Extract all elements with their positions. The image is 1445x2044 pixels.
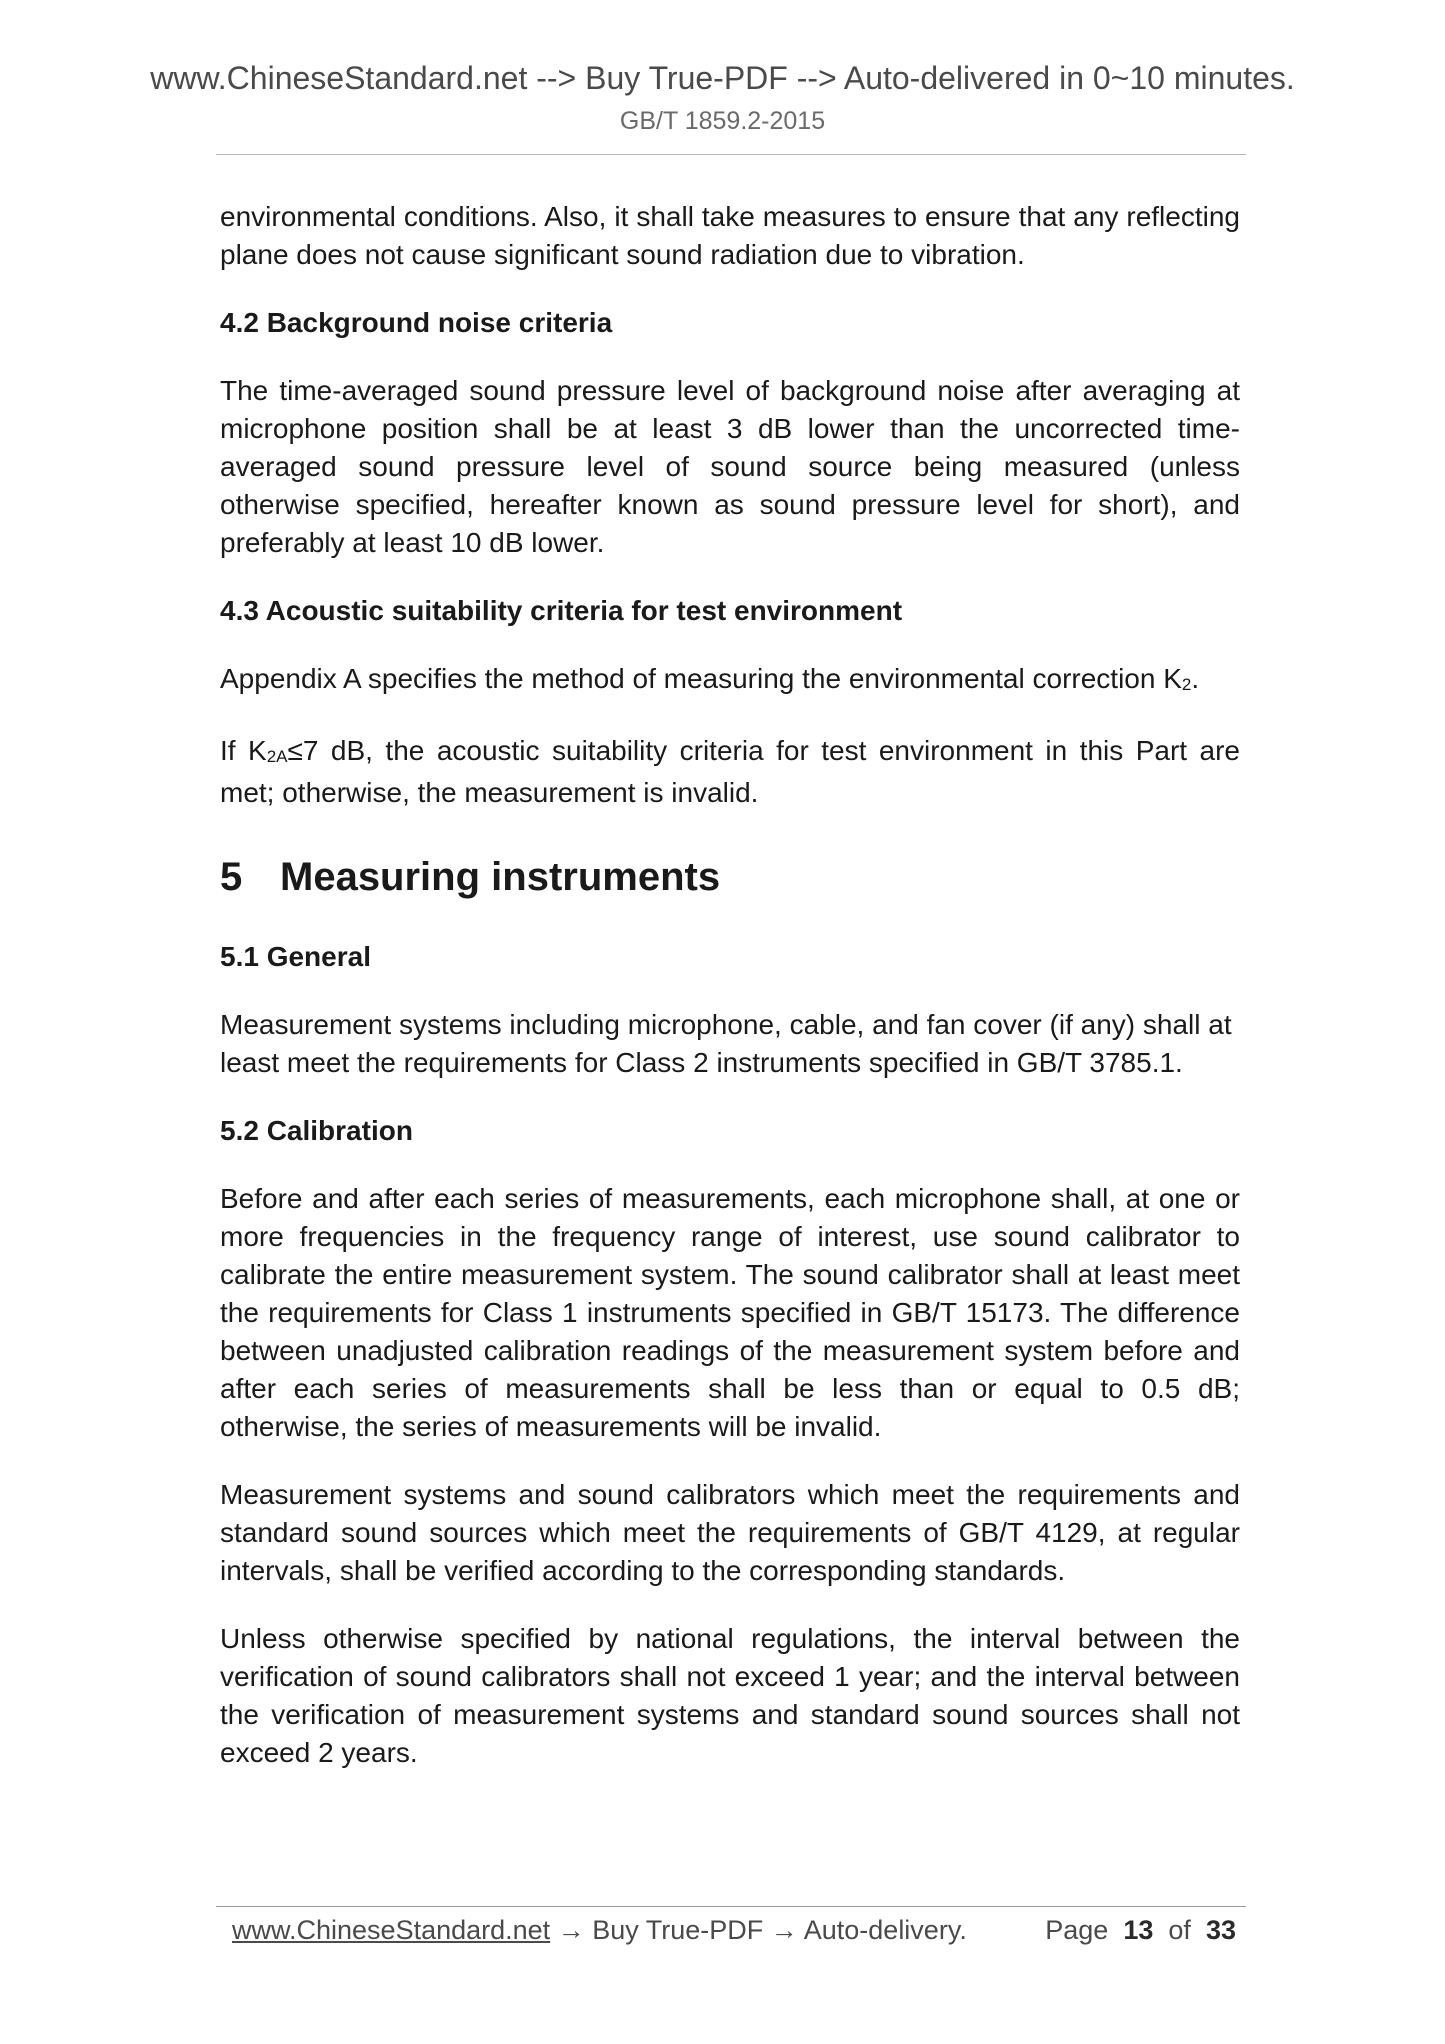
section-5-2-paragraph-1: Before and after each series of measurements, each microphone shall, at one or more frequencies in the frequency range of interest, use sound calibrator to calibrate the entire measurement system. The sound calibrator shall at least meet the requirements for Class 1 instruments specified in GB/T 15173. The difference between unadjusted calibration readings of the measurement system before and after each series of measurements shall be less than or equal to 0.5 dB; otherwise, the series of measurements will be invalid.: [220, 1183, 1240, 1442]
page-total: 33: [1205, 1915, 1236, 1945]
footer-divider: [216, 1906, 1246, 1907]
section-4-3-paragraph-1: [220, 660, 1240, 702]
section-5-1-paragraph: Measurement systems including microphone, cable, and fan cover (if any) shall at least meet the requirements for Class 2 instruments specified in GB/T 3785.1.: [220, 1009, 1232, 1078]
k2-subscript: 2: [1181, 675, 1192, 694]
k2a-sentence: ≤7 dB, the acoustic suitability criteria for test environment in this Part are met; otherwise, the measurement is invalid.: [220, 735, 1240, 808]
k2-sentence-end: .: [1191, 663, 1200, 694]
section-5-title: Measuring instruments: [280, 855, 721, 899]
footer-left: [232, 1912, 967, 1948]
section-4-3-heading: 4.3 Acoustic suitability criteria for test environment: [220, 595, 903, 626]
header-banner: www.ChineseStandard.net --> Buy True-PDF --> Auto-delivered in 0~10 minutes.: [150, 60, 1295, 96]
page-current: 13: [1123, 1915, 1154, 1945]
page-number: [1045, 1912, 1236, 1948]
section-5-number: 5: [220, 855, 243, 899]
k2a-prefix: If K: [220, 735, 267, 766]
page-word: Page: [1045, 1915, 1109, 1945]
section-4-2-heading: 4.2 Background noise criteria: [220, 307, 613, 338]
footer-site-link[interactable]: www.ChineseStandard.net: [232, 1915, 551, 1945]
section-5-2-heading: 5.2 Calibration: [220, 1115, 413, 1146]
section-5-2-paragraph-2: Measurement systems and sound calibrators which meet the requirements and standard sound sources which meet the requirements of GB/T 4129, at regular intervals, shall be verified according to the corresponding standards.: [220, 1479, 1240, 1586]
section-4-3-paragraph-2: [220, 732, 1240, 812]
section-5-2-paragraph-3: Unless otherwise specified by national regulations, the interval between the verification of sound calibrators shall not exceed 1 year; and the interval between the verification of measurement systems and standard sound sources shall not exceed 2 years.: [220, 1623, 1240, 1768]
section-5-1-heading: 5.1 General: [220, 941, 371, 972]
standard-id: GB/T 1859.2-2015: [619, 107, 826, 135]
intro-paragraph: environmental conditions. Also, it shall take measures to ensure that any reflecting plane does not cause significant sound radiation due to vibration.: [220, 201, 1240, 270]
of-word: of: [1168, 1915, 1191, 1945]
section-4-2-paragraph: The time-averaged sound pressure level of background noise after averaging at microphone position shall be at least 3 dB lower than the uncorrected time-averaged sound pressure level of sound source being measured (unless otherwise specified, hereafter known as sound pressure level for short), and preferably at least 10 dB lower.: [220, 375, 1240, 558]
document-body: [220, 198, 1240, 1802]
section-5-heading: [220, 852, 1240, 902]
footer-tagline: → Buy True-PDF → Auto-delivery.: [550, 1915, 967, 1945]
header-divider: [216, 154, 1246, 155]
k2a-subscript: 2A: [266, 747, 288, 766]
k2-sentence: Appendix A specifies the method of measuring the environmental correction K: [220, 663, 1182, 694]
